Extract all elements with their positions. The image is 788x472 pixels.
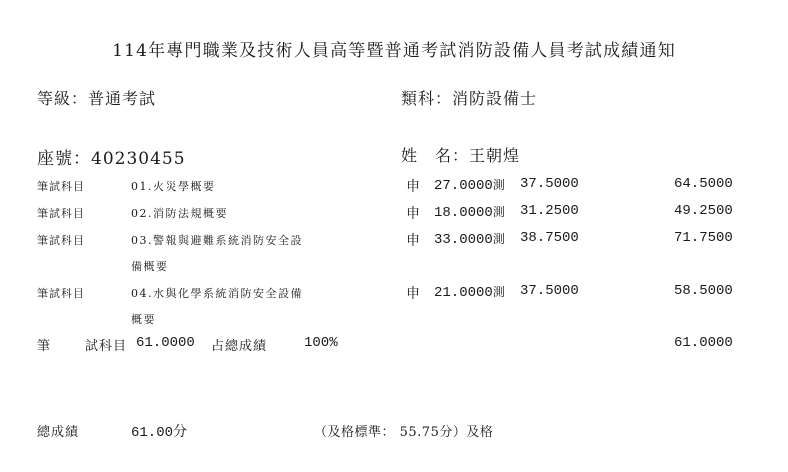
subject-type: 筆試科目: [37, 287, 85, 300]
subject-type: 筆試科目: [37, 234, 85, 247]
summary-weighted-total: 61.0000: [674, 335, 733, 351]
candidate-name: [401, 143, 520, 166]
score-written: [434, 203, 505, 221]
subject-name: 01.火災學概要: [131, 180, 216, 193]
pass-standard: （及格標準： 55.75分）及格: [314, 425, 494, 440]
summary-average: 61.0000: [136, 335, 195, 351]
notice-title: 114年專門職業及技術人員高等暨普通考試消防設備人員考試成績通知: [112, 41, 676, 61]
exam-category-value: 消防設備士: [452, 89, 538, 108]
subject-name: 04.水與化學系統消防安全設備: [131, 287, 303, 300]
exam-level: [37, 86, 156, 109]
score-written-value: 18.0000: [434, 205, 493, 221]
subject-total: 58.5000: [674, 283, 733, 299]
score-test: 31.2500: [520, 203, 579, 219]
mark-shen: 申: [406, 206, 421, 222]
mark-ce: 測: [492, 232, 505, 246]
total-score-value: 61.00分: [131, 425, 188, 441]
subject-total: 64.5000: [674, 176, 733, 192]
seat-number: [37, 144, 186, 169]
summary-label-b: 試科目: [85, 339, 128, 354]
mark-shen: 申: [406, 233, 421, 249]
summary-weight-value: 100%: [304, 335, 338, 351]
total-score-label: 總成績: [37, 425, 80, 440]
candidate-name-value: 王朝煌: [469, 146, 521, 165]
subject-name-continued: 概要: [131, 313, 156, 326]
score-test: 37.5000: [520, 283, 579, 299]
candidate-name-label: 姓 名：: [401, 146, 470, 165]
mark-ce: 測: [492, 205, 505, 219]
mark-shen: 申: [406, 179, 421, 195]
seat-number-value: 40230455: [91, 149, 186, 169]
exam-category: [401, 86, 537, 109]
score-written: [434, 283, 505, 301]
score-written-value: 27.0000: [434, 178, 493, 194]
subject-name: 02.消防法規概要: [131, 207, 228, 220]
exam-category-label: 類科：: [401, 89, 453, 108]
score-test: 37.5000: [520, 176, 579, 192]
summary-label-a: 筆: [37, 339, 51, 354]
seat-number-label: 座號：: [37, 149, 91, 169]
subject-total: 71.7500: [674, 230, 733, 246]
mark-ce: 測: [492, 285, 505, 299]
subject-total: 49.2500: [674, 203, 733, 219]
exam-level-value: 普通考試: [88, 89, 157, 108]
subject-name-continued: 備概要: [131, 260, 169, 273]
mark-shen: 申: [406, 286, 421, 302]
subject-type: 筆試科目: [37, 207, 85, 220]
exam-level-label: 等級：: [37, 89, 89, 108]
summary-weight-label: 占總成績: [211, 339, 268, 354]
score-written: [434, 230, 505, 248]
subject-type: 筆試科目: [37, 180, 85, 193]
subject-name: 03.警報與避難系統消防安全設: [131, 234, 303, 247]
score-test: 38.7500: [520, 230, 579, 246]
score-written: [434, 176, 505, 194]
score-written-value: 21.0000: [434, 285, 493, 301]
score-written-value: 33.0000: [434, 232, 493, 248]
mark-ce: 測: [492, 178, 505, 192]
